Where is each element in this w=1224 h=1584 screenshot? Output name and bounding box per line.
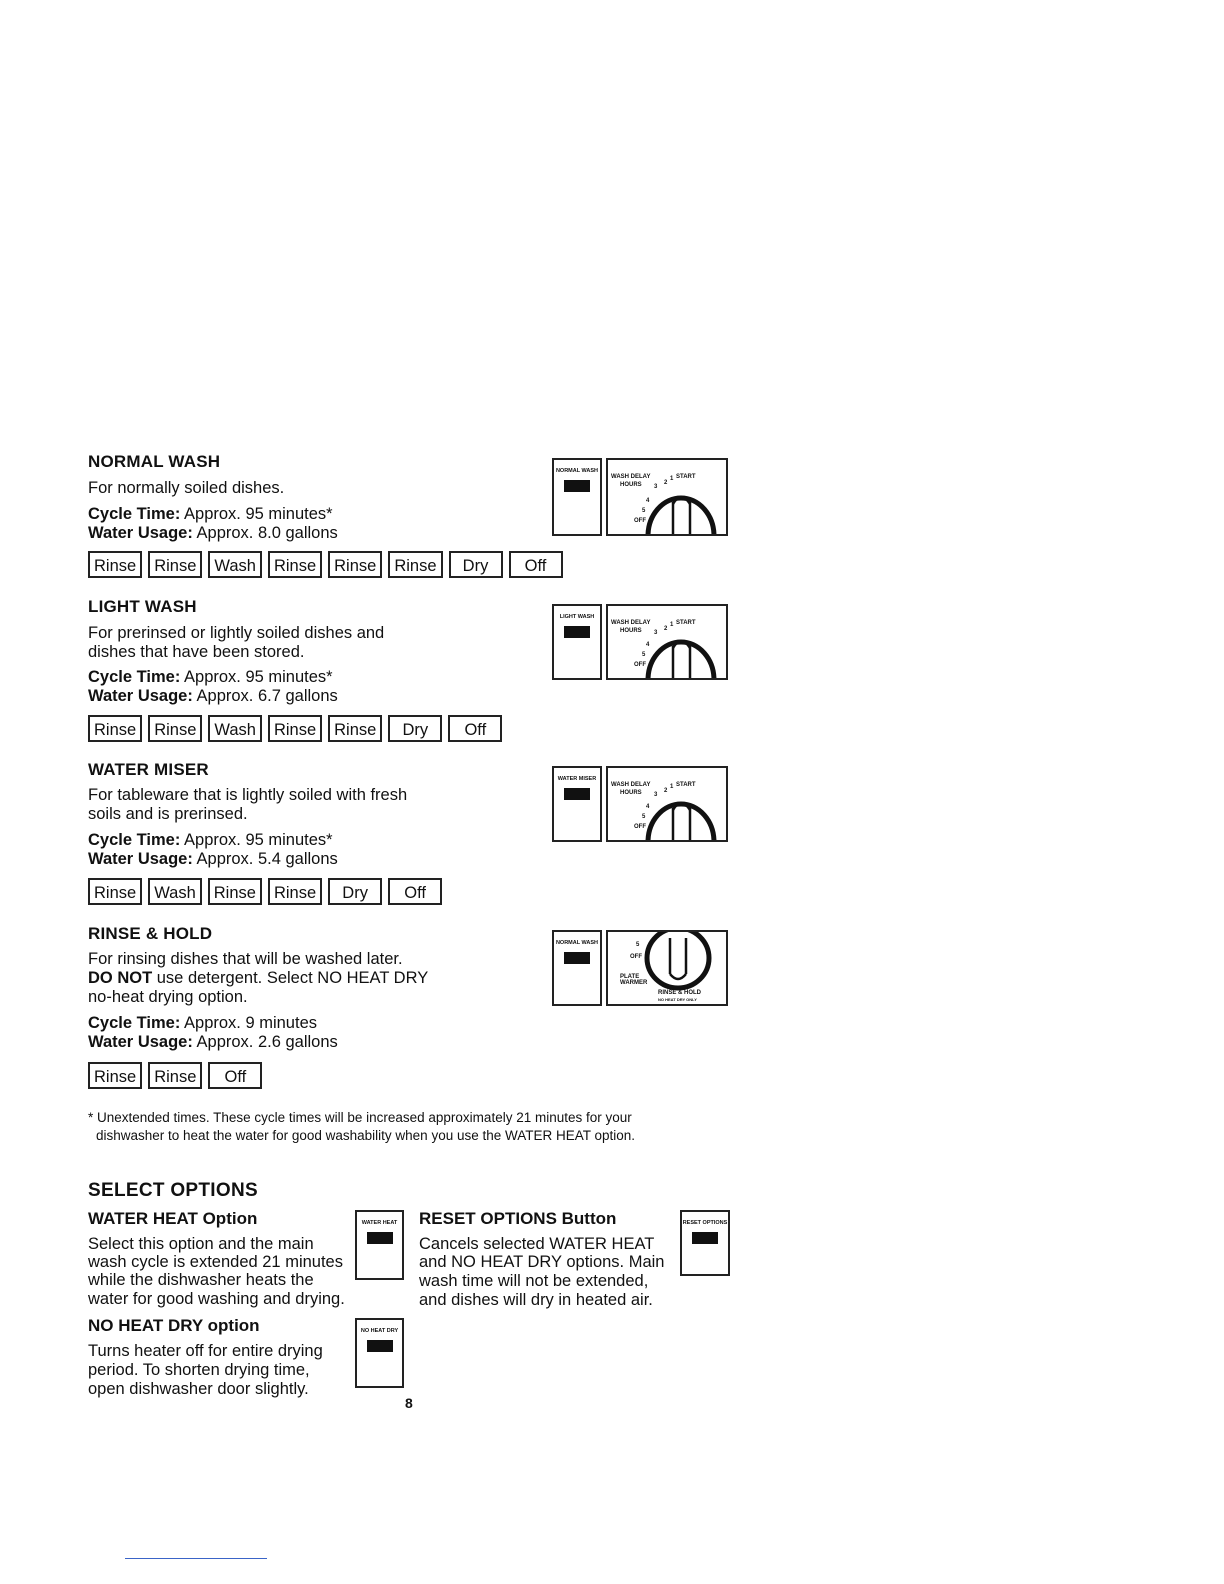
rinse-hold-desc: For rinsing dishes that will be washed later.	[88, 950, 403, 968]
water-heat-text-line4: water for good washing and drying.	[88, 1290, 345, 1308]
reset-options-text-line4: and dishes will dry in heated air.	[419, 1291, 653, 1309]
dial-knob-icon	[608, 768, 726, 840]
step-box: Dry	[328, 878, 382, 905]
step-box: Off	[509, 551, 563, 578]
button-indicator	[367, 1232, 393, 1244]
step-box: Off	[388, 878, 442, 905]
button-indicator	[367, 1340, 393, 1352]
step-box: Rinse	[148, 551, 202, 578]
step-box: Rinse	[268, 551, 322, 578]
light-wash-desc-line2: dishes that have been stored.	[88, 643, 305, 661]
water-heat-title: WATER HEAT Option	[88, 1209, 258, 1228]
dial-knob-icon	[608, 606, 726, 678]
button-indicator	[692, 1232, 718, 1244]
reset-options-title: RESET OPTIONS Button	[419, 1209, 617, 1228]
step-box: Rinse	[88, 715, 142, 742]
light-wash-desc-line1: For prerinsed or lightly soiled dishes and	[88, 624, 385, 642]
reset-options-button-illustration: RESET OPTIONS	[680, 1210, 730, 1276]
button-indicator	[564, 480, 590, 492]
step-box: Dry	[449, 551, 503, 578]
dial-knob-icon	[608, 460, 726, 534]
water-miser-step-sequence	[88, 878, 442, 905]
normal-wash-step-sequence	[88, 551, 563, 578]
step-box: Wash	[208, 551, 262, 578]
reset-options-text-line1: Cancels selected WATER HEAT	[419, 1235, 655, 1253]
rinse-hold-cycle-time: Cycle Time: Approx. 9 minutes	[88, 1014, 317, 1032]
light-wash-dial-illustration: WASH DELAY HOURS 3 2 1 START 4 5 OFF	[606, 604, 728, 680]
button-indicator	[564, 952, 590, 964]
no-heat-dry-button-illustration: NO HEAT DRY	[355, 1318, 404, 1388]
no-heat-dry-text-line2: period. To shorten drying time,	[88, 1361, 310, 1379]
reset-options-text-line2: and NO HEAT DRY options. Main	[419, 1253, 665, 1271]
rinse-hold-warning: DO NOT use detergent. Select NO HEAT DRY	[88, 969, 429, 987]
select-options-title: SELECT OPTIONS	[88, 1180, 258, 1201]
light-wash-cycle-time: Cycle Time: Approx. 95 minutes*	[88, 668, 333, 686]
step-box: Rinse	[88, 878, 142, 905]
step-box: Wash	[208, 715, 262, 742]
water-heat-text-line2: wash cycle is extended 21 minutes	[88, 1253, 343, 1271]
step-box: Rinse	[208, 878, 262, 905]
rinse-hold-title: RINSE & HOLD	[88, 924, 213, 943]
light-wash-water-usage: Water Usage: Approx. 6.7 gallons	[88, 687, 338, 705]
rinse-hold-dial-illustration: 5 OFF PLATE WARMER RINSE & HOLD NO HEAT DRY ONLY	[606, 930, 728, 1006]
rinse-hold-button-illustration: NORMAL WASH	[552, 930, 602, 1006]
water-heat-text-line3: while the dishwasher heats the	[88, 1271, 314, 1289]
footnote-line2: dishwasher to heat the water for good washability when you use the WATER HEAT option.	[96, 1128, 636, 1143]
step-box: Off	[448, 715, 502, 742]
water-miser-desc-line2: soils and is prerinsed.	[88, 805, 248, 823]
footnote-line1: * Unextended times. These cycle times will be increased approximately 21 minutes for your	[88, 1110, 632, 1125]
water-heat-button-illustration: WATER HEAT	[355, 1210, 404, 1280]
reset-options-text-line3: wash time will not be extended,	[419, 1272, 649, 1290]
step-box: Off	[208, 1062, 262, 1089]
step-box: Rinse	[148, 715, 202, 742]
water-miser-button-illustration: WATER MISER	[552, 766, 602, 842]
page-number: 8	[405, 1395, 413, 1411]
water-heat-text-line1: Select this option and the main	[88, 1235, 314, 1253]
water-miser-water-usage: Water Usage: Approx. 5.4 gallons	[88, 850, 338, 868]
light-wash-step-sequence	[88, 715, 502, 742]
normal-wash-water-usage: Water Usage: Approx. 8.0 gallons	[88, 524, 338, 542]
water-miser-cycle-time: Cycle Time: Approx. 95 minutes*	[88, 831, 333, 849]
button-indicator	[564, 788, 590, 800]
dial-knob-icon	[608, 932, 726, 1004]
normal-wash-title: NORMAL WASH	[88, 452, 221, 471]
normal-wash-button-illustration: NORMAL WASH	[552, 458, 602, 536]
step-box: Wash	[148, 878, 202, 905]
light-wash-title: LIGHT WASH	[88, 597, 197, 616]
rinse-hold-warning-line2: no-heat drying option.	[88, 988, 248, 1006]
bottom-rule	[125, 1558, 267, 1559]
step-box: Rinse	[88, 551, 142, 578]
water-miser-desc-line1: For tableware that is lightly soiled with fresh	[88, 786, 408, 804]
light-wash-button-illustration: LIGHT WASH	[552, 604, 602, 680]
normal-wash-cycle-time: Cycle Time: Approx. 95 minutes*	[88, 505, 333, 523]
normal-wash-dial-illustration: WASH DELAY HOURS 3 2 1 START 4 5 OFF	[606, 458, 728, 536]
no-heat-dry-text-line1: Turns heater off for entire drying	[88, 1342, 323, 1360]
step-box: Dry	[388, 715, 442, 742]
rinse-hold-step-sequence	[88, 1062, 262, 1089]
step-box: Rinse	[328, 715, 382, 742]
no-heat-dry-title: NO HEAT DRY option	[88, 1316, 260, 1335]
step-box: Rinse	[328, 551, 382, 578]
water-miser-dial-illustration: WASH DELAY HOURS 3 2 1 START 4 5 OFF	[606, 766, 728, 842]
rinse-hold-water-usage: Water Usage: Approx. 2.6 gallons	[88, 1033, 338, 1051]
water-miser-title: WATER MISER	[88, 760, 209, 779]
button-indicator	[564, 626, 590, 638]
step-box: Rinse	[268, 715, 322, 742]
step-box: Rinse	[88, 1062, 142, 1089]
step-box: Rinse	[268, 878, 322, 905]
normal-wash-desc: For normally soiled dishes.	[88, 479, 285, 497]
no-heat-dry-text-line3: open dishwasher door slightly.	[88, 1380, 309, 1398]
step-box: Rinse	[148, 1062, 202, 1089]
step-box: Rinse	[388, 551, 442, 578]
